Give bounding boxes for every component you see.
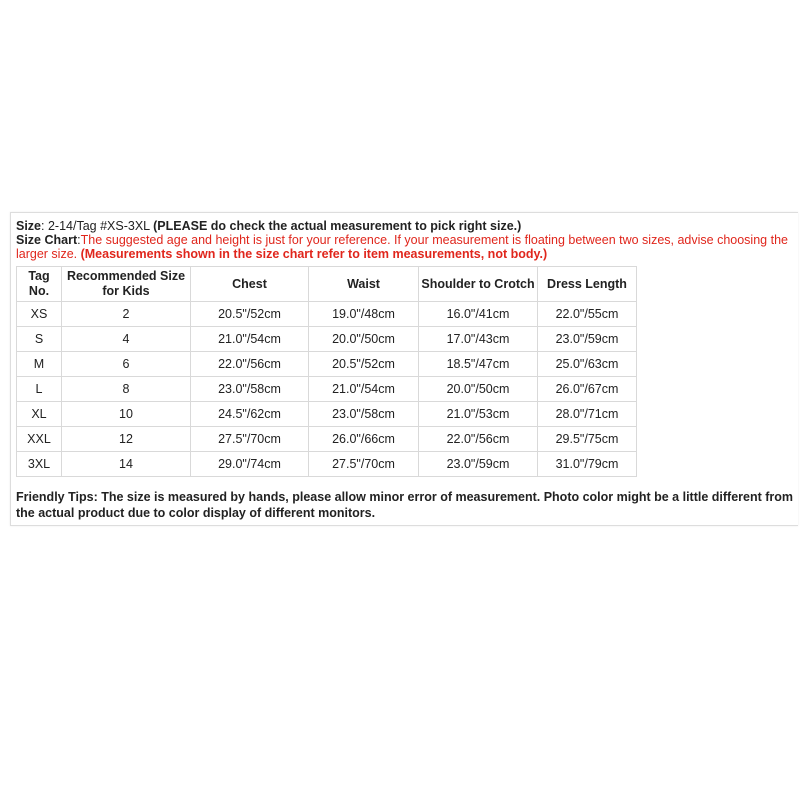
table-row [17,402,637,427]
cell-dress-length: 26.0"/67cm [538,377,637,402]
header-dress-length: Dress Length [538,267,637,302]
cell-shoulder-to-crotch: 18.5"/47cm [419,352,538,377]
size-chart-note: (Measurements shown in the size chart refer to item measurements, not body.) [80,247,548,261]
size-note: (PLEASE do check the actual measurement to pick right size.) [153,219,522,233]
cell-shoulder-to-crotch: 22.0"/56cm [419,427,538,452]
cell-kids-size: 12 [62,427,191,452]
cell-dress-length: 28.0"/71cm [538,402,637,427]
cell-tag: XL [17,402,62,427]
table-row [17,452,637,477]
size-chart-label: Size Chart [16,233,78,247]
cell-tag: XS [17,302,62,327]
cell-dress-length: 23.0"/59cm [538,327,637,352]
cell-shoulder-to-crotch: 21.0"/53cm [419,402,538,427]
cell-shoulder-to-crotch: 16.0"/41cm [419,302,538,327]
table-row [17,302,637,327]
table-header [17,267,637,302]
cell-shoulder-to-crotch: 17.0"/43cm [419,327,538,352]
cell-kids-size: 2 [62,302,191,327]
table-row [17,427,637,452]
cell-waist: 20.0"/50cm [309,327,419,352]
cell-tag: L [17,377,62,402]
cell-tag: M [17,352,62,377]
header-recommended-size: Recommended Size for Kids [62,267,191,302]
cell-dress-length: 22.0"/55cm [538,302,637,327]
size-chart-line [16,233,800,261]
cell-chest: 23.0"/58cm [191,377,309,402]
table-body [17,302,637,477]
cell-chest: 20.5"/52cm [191,302,309,327]
cell-waist: 21.0"/54cm [309,377,419,402]
cell-waist: 23.0"/58cm [309,402,419,427]
cell-dress-length: 29.5"/75cm [538,427,637,452]
size-chart-table [16,266,637,477]
cell-waist: 26.0"/66cm [309,427,419,452]
size-chart-separator: : [77,233,81,247]
cell-chest: 21.0"/54cm [191,327,309,352]
header-shoulder-to-crotch: Shoulder to Crotch [419,267,538,302]
cell-chest: 24.5"/62cm [191,402,309,427]
cell-tag: 3XL [17,452,62,477]
size-chart-text: The suggested age and height is just for your reference. If your measurement is floating between two sizes, advise choosing the larger size. [16,233,788,261]
cell-dress-length: 25.0"/63cm [538,352,637,377]
table-row [17,352,637,377]
size-description [16,219,800,261]
cell-kids-size: 6 [62,352,191,377]
table-header-row [17,267,637,302]
cell-chest: 27.5"/70cm [191,427,309,452]
cell-dress-length: 31.0"/79cm [538,452,637,477]
cell-tag: S [17,327,62,352]
cell-kids-size: 4 [62,327,191,352]
cell-tag: XXL [17,427,62,452]
cell-shoulder-to-crotch: 23.0"/59cm [419,452,538,477]
cell-waist: 27.5"/70cm [309,452,419,477]
cell-waist: 19.0"/48cm [309,302,419,327]
cell-kids-size: 10 [62,402,191,427]
size-label: Size [16,219,42,233]
cell-waist: 20.5"/52cm [309,352,419,377]
cell-kids-size: 14 [62,452,191,477]
header-tag-no: Tag No. [17,267,62,302]
header-chest: Chest [191,267,309,302]
cell-shoulder-to-crotch: 20.0"/50cm [419,377,538,402]
size-separator: : [41,219,48,233]
size-line [16,219,800,233]
friendly-tips: Friendly Tips: The size is measured by hands, please allow minor error of measurement. Photo color might be a little different from the actual product due to color display of different monitors. [16,490,794,520]
cell-kids-size: 8 [62,377,191,402]
cell-chest: 22.0"/56cm [191,352,309,377]
header-waist: Waist [309,267,419,302]
table-row [17,327,637,352]
table-row [17,377,637,402]
cell-chest: 29.0"/74cm [191,452,309,477]
size-value: 2-14/Tag #XS-3XL [47,219,154,233]
